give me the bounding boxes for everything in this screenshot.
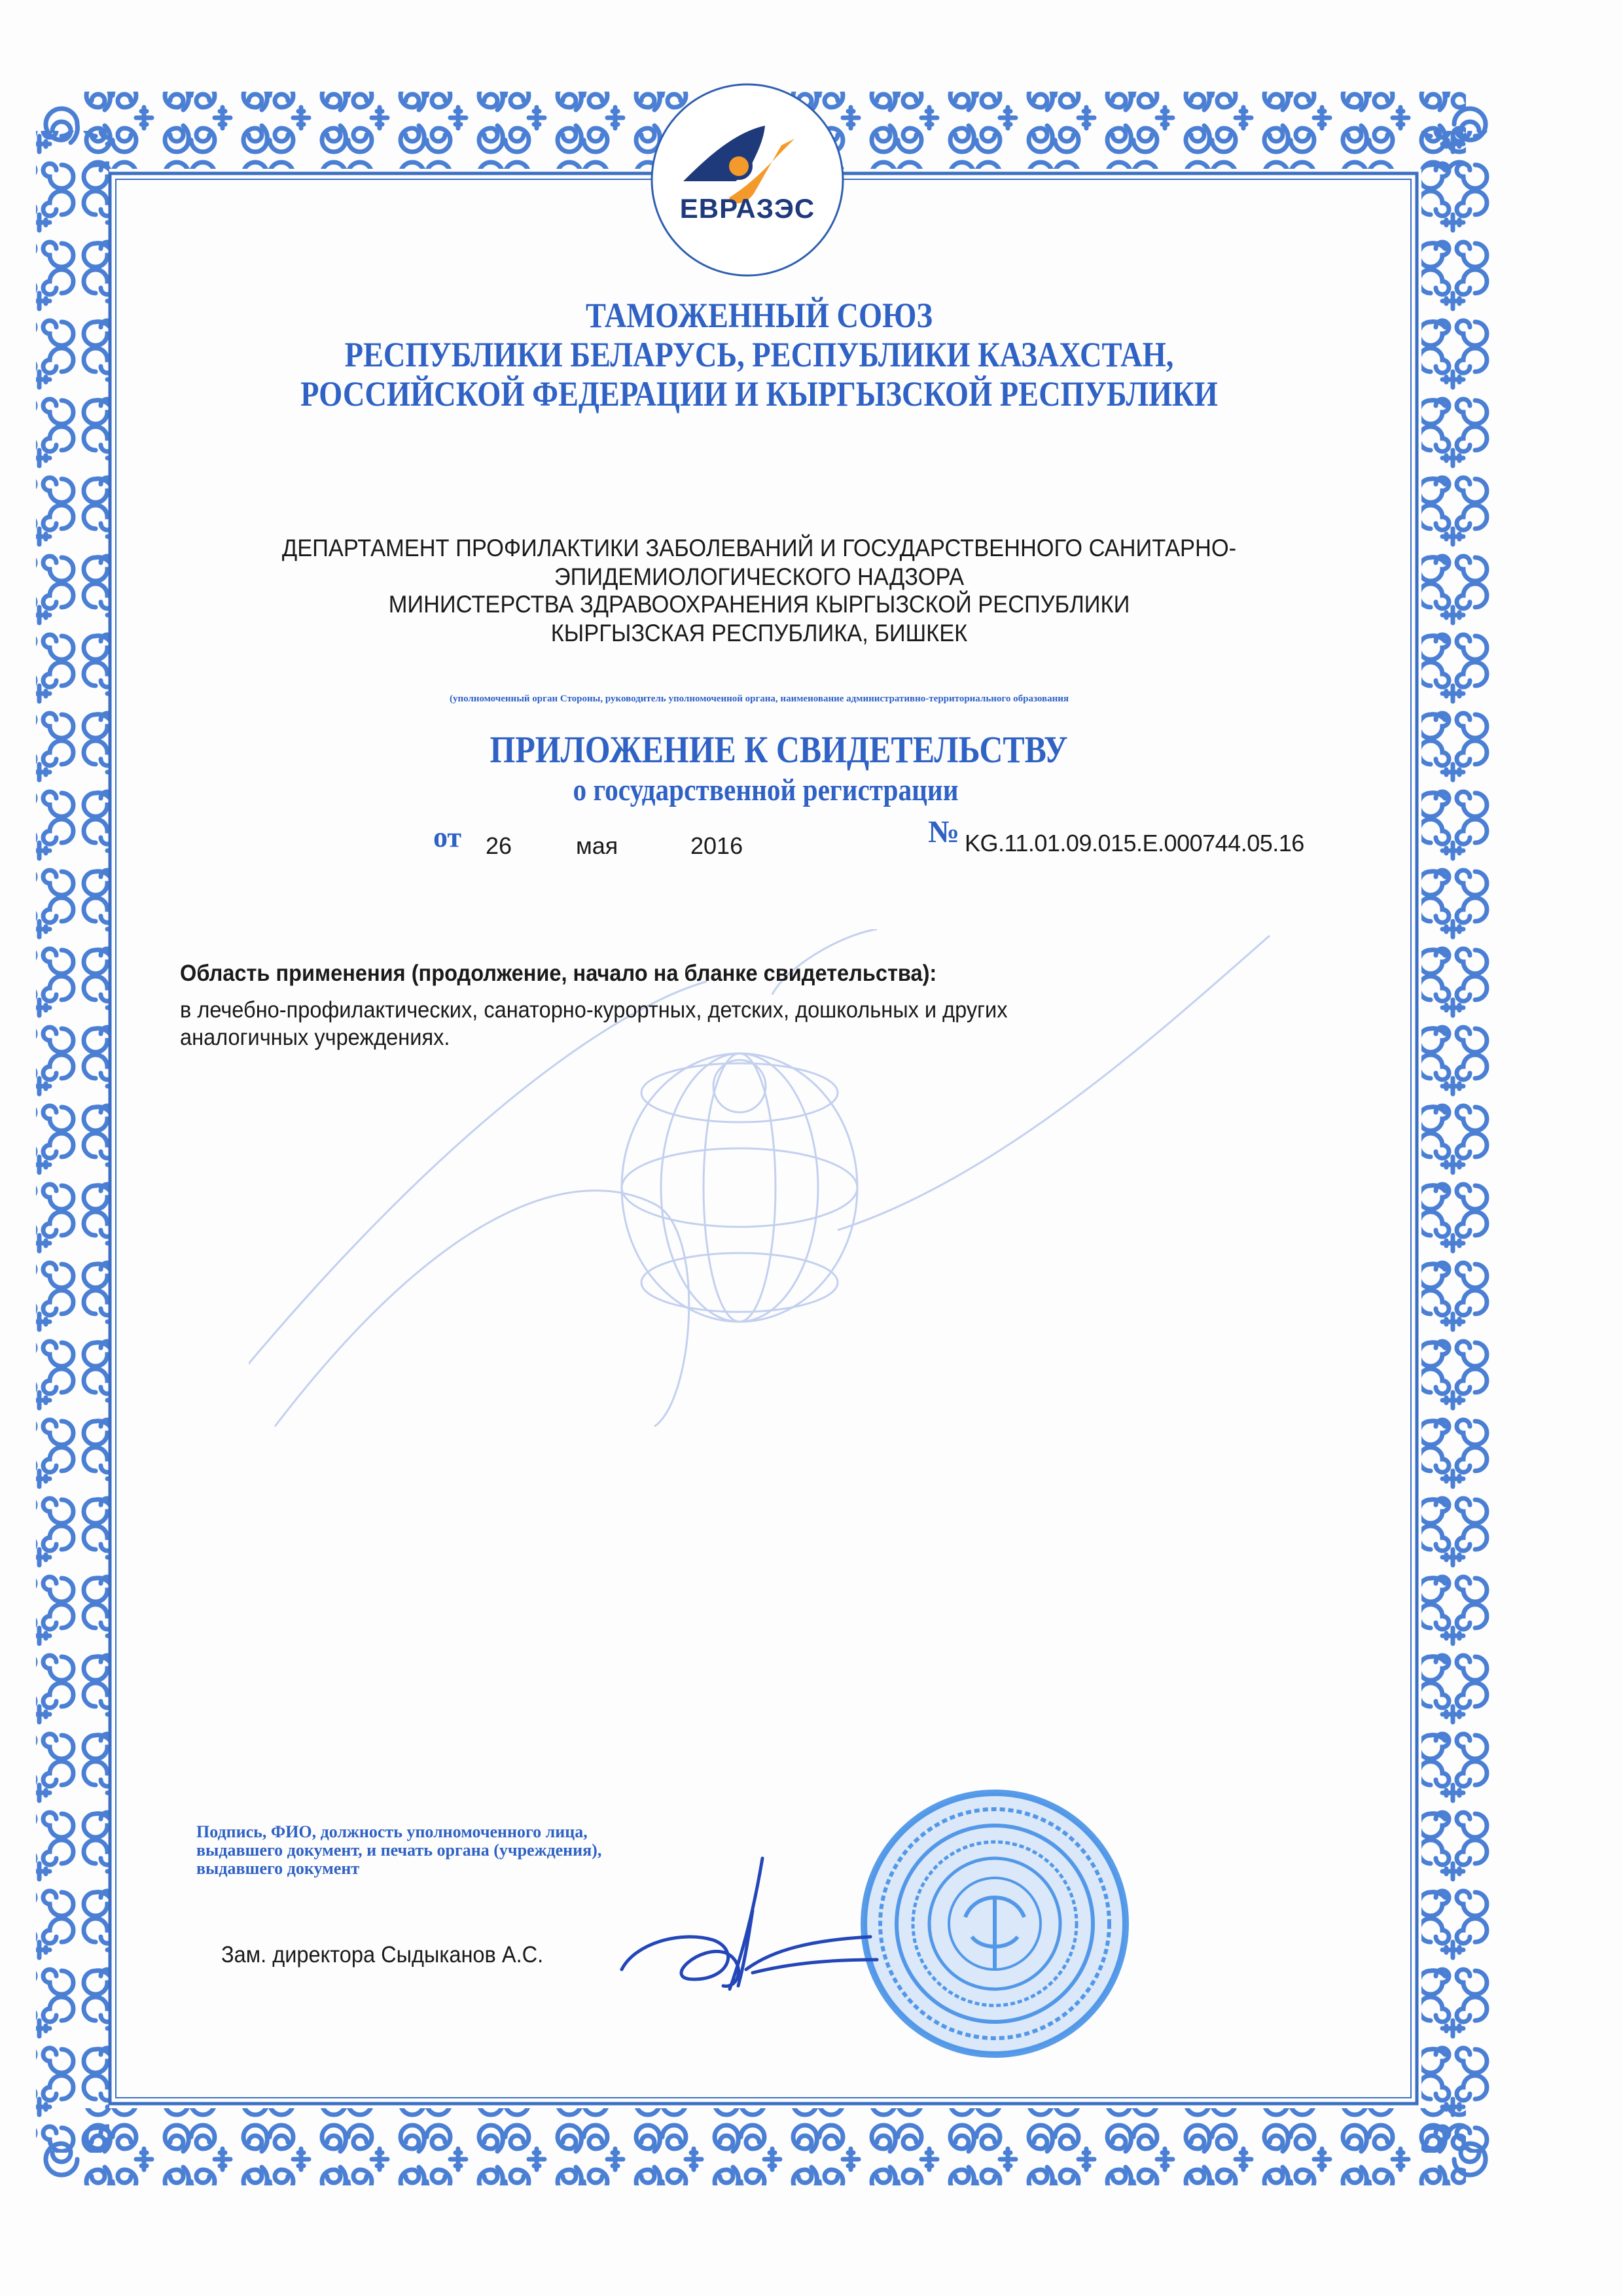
evrazes-logo [651, 83, 844, 277]
authority-caption: (уполномоченный орган Стороны, руководитель уполномоченной органа, наименование административно-территориального образования [449, 694, 1069, 704]
authority-line-1: ДЕПАРТАМЕНТ ПРОФИЛАКТИКИ ЗАБОЛЕВАНИЙ И ГОСУДАРСТВЕННОГО САНИТАРНО- [281, 535, 1237, 561]
date-year: 2016 [690, 832, 743, 859]
authority-line-4: КЫРГЫЗСКАЯ РЕСПУБЛИКА, БИШКЕК [550, 620, 968, 646]
authority-line-2: ЭПИДЕМИОЛОГИЧЕСКОГО НАДЗОРА [554, 563, 965, 590]
number-label: № [928, 815, 960, 849]
union-title-line-1: ТАМОЖЕННЫЙ СОЮЗ [586, 296, 933, 335]
authority-line-3: МИНИСТЕРСТВА ЗДРАВООХРАНЕНИЯ КЫРГЫЗСКОЙ РЕСПУБЛИКИ [388, 591, 1130, 618]
official-round-seal-icon [851, 1780, 1139, 2068]
handwritten-signature-icon [615, 1845, 890, 2009]
scope-line-1: в лечебно-профилактических, санаторно-курортных, детских, дошкольных и других [180, 997, 1008, 1023]
signer-name: Зам. директора Сыдыканов А.С. [221, 1942, 544, 1968]
union-title-line-3: РОССИЙСКОЙ ФЕДЕРАЦИИ И КЫРГЫЗСКОЙ РЕСПУБЛИКИ [300, 374, 1218, 414]
union-title-line-2: РЕСПУБЛИКИ БЕЛАРУСЬ, РЕСПУБЛИКИ КАЗАХСТАН, [344, 335, 1174, 374]
appendix-subtitle: о государственной регистрации [573, 773, 959, 807]
signature-caption-line-1: Подпись, ФИО, должность уполномоченного лица, [196, 1822, 588, 1841]
date-month: мая [576, 832, 618, 859]
date-day: 26 [486, 832, 512, 859]
signature-caption-line-3: выдавшего документ [196, 1859, 360, 1878]
appendix-title: ПРИЛОЖЕНИЕ К СВИДЕТЕЛЬСТВУ [490, 728, 1068, 771]
signature-caption-line-2: выдавшего документ, и печать органа (учреждения), [196, 1841, 602, 1860]
registration-number: KG.11.01.09.015.E.000744.05.16 [965, 830, 1304, 857]
logo-text: ЕВРАЗЭС [679, 193, 815, 224]
scope-heading: Область применения (продолжение, начало на бланке свидетельства): [180, 961, 937, 986]
from-label: от [433, 821, 462, 853]
evrazes-emblem-icon [651, 83, 844, 277]
scope-line-2: аналогичных учреждениях. [180, 1025, 450, 1050]
